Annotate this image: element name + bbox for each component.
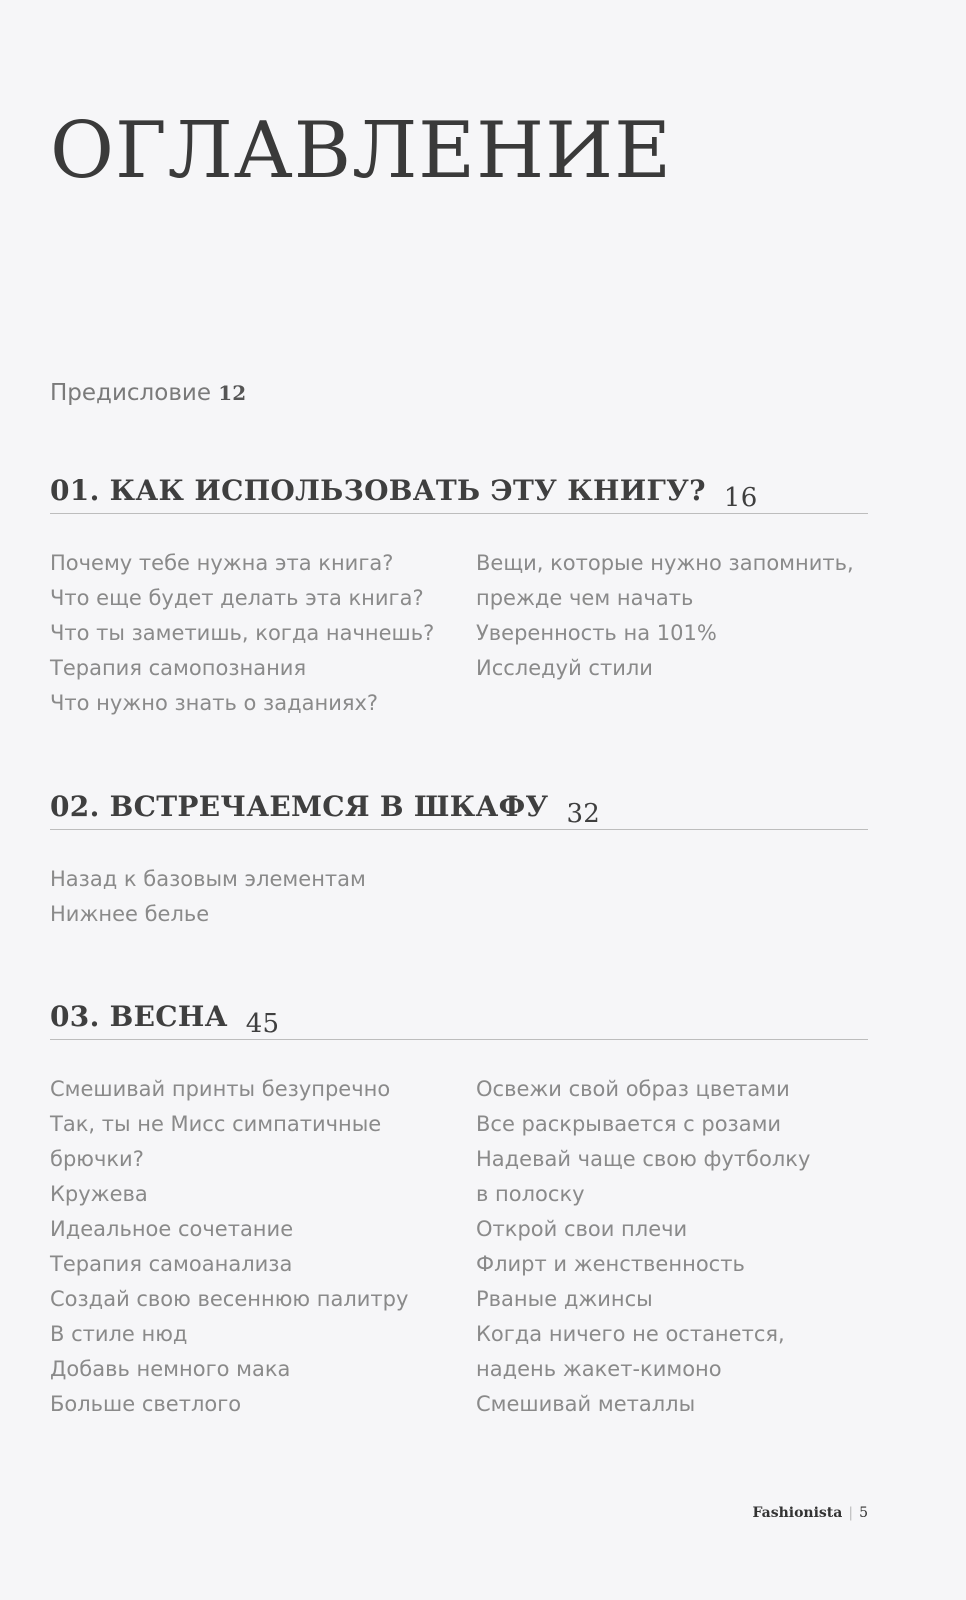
section-page-number: 16: [723, 483, 758, 513]
preface-page-number: 12: [218, 381, 247, 405]
section-heading: [50, 474, 868, 514]
section-02-right-column: [476, 862, 868, 932]
toc-entry: Добавь немного мака: [50, 1357, 291, 1381]
toc-entry: Вещи, которые нужно запомнить,: [476, 551, 854, 575]
toc-entry: В стиле нюд: [50, 1322, 188, 1346]
toc-entry: Освежи свой образ цветами: [476, 1077, 790, 1101]
toc-entry: Смешивай металлы: [476, 1392, 696, 1416]
toc-entry: Терапия самопознания: [50, 656, 307, 680]
section-01-left-column: [50, 546, 476, 721]
toc-entry: Терапия самоанализа: [50, 1252, 293, 1276]
page-footer: [752, 1505, 868, 1521]
toc-entry: Все раскрывается с розами: [476, 1112, 782, 1136]
toc-entry: Когда ничего не останется,: [476, 1322, 785, 1346]
section-page-number: 32: [566, 799, 601, 829]
toc-entry: Смешивай принты безупречно: [50, 1077, 391, 1101]
toc-entry: Идеальное сочетание: [50, 1217, 294, 1241]
toc-entry: Что нужно знать о заданиях?: [50, 691, 379, 715]
page-title: ОГЛАВЛЕНИЕ: [50, 106, 673, 196]
toc-entry: Рваные джинсы: [476, 1287, 653, 1311]
toc-entry: Открой свои плечи: [476, 1217, 688, 1241]
toc-entry: прежде чем начать: [476, 586, 694, 610]
toc-entry: брючки?: [50, 1147, 144, 1171]
toc-entry: надень жакет-кимоно: [476, 1357, 722, 1381]
toc-entry: в полоску: [476, 1182, 585, 1206]
section-heading: [50, 1000, 868, 1040]
section-03-left-column: [50, 1072, 476, 1422]
footer-page-number: 5: [859, 1505, 868, 1521]
toc-entry: Так, ты не Мисс симпатичные: [50, 1112, 382, 1136]
section-01-right-column: [476, 546, 868, 721]
section-02: [50, 790, 868, 932]
section-03: [50, 1000, 868, 1422]
toc-entry: Почему тебе нужна эта книга?: [50, 551, 394, 575]
section-title: 03. ВЕСНА: [50, 1000, 228, 1033]
section-page-number: 45: [245, 1009, 280, 1039]
section-heading: [50, 790, 868, 830]
section-02-left-column: [50, 862, 476, 932]
toc-entry: Назад к базовым элементам: [50, 867, 366, 891]
toc-entry: Исследуй стили: [476, 656, 653, 680]
section-title: 01. КАК ИСПОЛЬЗОВАТЬ ЭТУ КНИГУ?: [50, 474, 706, 507]
toc-entry: Что еще будет делать эта книга?: [50, 586, 424, 610]
footer-brand: Fashionista: [752, 1505, 843, 1521]
toc-entry: Нижнее белье: [50, 902, 210, 926]
footer-divider: |: [848, 1505, 854, 1521]
toc-entry: Кружева: [50, 1182, 148, 1206]
preface-label: Предисловие: [50, 380, 211, 406]
toc-entry: Надевай чаще свою футболку: [476, 1147, 811, 1171]
toc-entry: Флирт и женственность: [476, 1252, 745, 1276]
section-title: 02. ВСТРЕЧАЕМСЯ В ШКАФУ: [50, 790, 549, 823]
toc-entry: Уверенность на 101%: [476, 621, 717, 645]
preface-entry: [50, 380, 246, 406]
toc-entry: Больше светлого: [50, 1392, 242, 1416]
section-01: [50, 474, 868, 721]
toc-entry: Что ты заметишь, когда начнешь?: [50, 621, 435, 645]
toc-entry: Создай свою весеннюю палитру: [50, 1287, 409, 1311]
section-03-right-column: [476, 1072, 868, 1422]
